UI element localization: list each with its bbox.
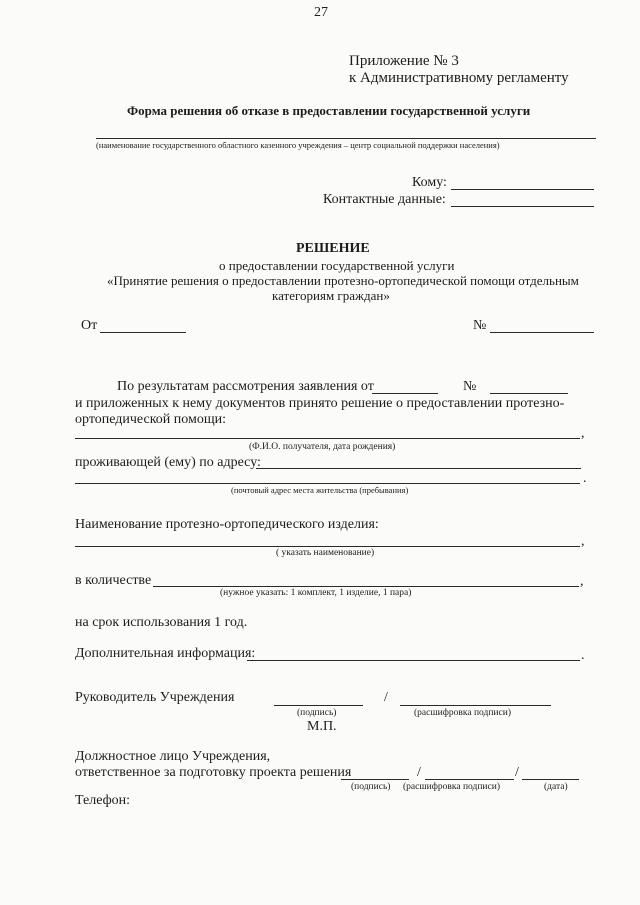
seal-label: М.П. <box>307 719 337 734</box>
phone-label: Телефон: <box>75 793 131 808</box>
quantity-line <box>153 586 579 587</box>
official-date-caption: (дата) <box>544 782 568 792</box>
decision-line2: «Принятие решения о предоставлении протезно-ортопедической помощи отдельным <box>107 273 579 288</box>
official-sign-line <box>341 779 409 780</box>
official-slash-1: / <box>417 765 421 780</box>
para-line2: и приложенных к нему документов принято решение о предоставлении протезно- <box>75 396 565 411</box>
extra-line <box>247 660 580 661</box>
address-line-1 <box>256 468 581 469</box>
to-line <box>451 189 594 190</box>
quantity-label: в количестве <box>75 573 152 588</box>
official-sign-caption: (подпись) <box>351 782 391 792</box>
decision-line1: о предоставлении государственной услуги <box>219 258 455 273</box>
from-label: От <box>81 318 98 333</box>
item-line <box>75 546 580 547</box>
contacts-line <box>451 206 594 207</box>
official-line1: Должностное лицо Учреждения, <box>75 749 271 764</box>
official-decode-line <box>425 779 514 780</box>
dot-1: . <box>583 471 587 486</box>
appendix-line2: к Административному регламенту <box>349 70 569 86</box>
to-label: Кому: <box>412 175 447 190</box>
comma-2: , <box>581 534 585 549</box>
term-text: на срок использования 1 год. <box>75 615 248 630</box>
extra-label: Дополнительная информация: <box>75 646 256 661</box>
item-label: Наименование протезно-ортопедического изделия: <box>75 517 379 532</box>
address-line-2 <box>75 483 580 484</box>
para-no: № <box>463 379 477 394</box>
para-line3: ортопедической помощи: <box>75 412 227 427</box>
address-caption: (почтовый адрес места жительства (пребывания) <box>231 485 409 495</box>
comma-3: , <box>580 574 584 589</box>
official-date-line <box>522 779 579 780</box>
official-slash-2: / <box>515 765 519 780</box>
head-sign-line <box>274 705 363 706</box>
contacts-label: Контактные данные: <box>323 192 446 207</box>
address-label: проживающей (ему) по адресу: <box>75 455 261 470</box>
item-caption: ( указать наименование) <box>276 548 375 558</box>
head-decode-caption: (расшифровка подписи) <box>414 708 511 718</box>
application-date-line <box>372 393 438 394</box>
page-number: 27 <box>314 5 328 20</box>
official-line2: ответственное за подготовку проекта решения <box>75 765 352 780</box>
head-slash: / <box>384 690 388 705</box>
institution-line <box>96 138 596 139</box>
application-number-line <box>490 393 568 394</box>
head-label: Руководитель Учреждения <box>75 690 235 705</box>
quantity-caption: (нужное указать: 1 комплект, 1 изделие, 1 пара) <box>220 588 412 598</box>
decision-line3: категориям граждан» <box>272 288 390 303</box>
institution-caption: (наименование государственного областного казенного учреждения – центр социальной поддержки населения) <box>96 140 500 150</box>
comma-1: , <box>581 426 585 441</box>
dot-2: . <box>581 648 585 663</box>
head-sign-caption: (подпись) <box>297 708 337 718</box>
official-decode-caption: (расшифровка подписи) <box>403 782 500 792</box>
from-line <box>100 332 186 333</box>
fio-caption: (Ф.И.О. получателя, дата рождения) <box>249 442 396 452</box>
head-decode-line <box>400 705 551 706</box>
para-start: По результатам рассмотрения заявления от <box>117 379 374 394</box>
form-title: Форма решения об отказе в предоставлении государственной услуги <box>127 103 531 118</box>
number-label: № <box>473 318 487 333</box>
fio-line <box>75 438 580 439</box>
decision-title: РЕШЕНИЕ <box>296 241 370 256</box>
appendix-line1: Приложение № 3 <box>349 53 459 69</box>
number-line <box>490 332 594 333</box>
